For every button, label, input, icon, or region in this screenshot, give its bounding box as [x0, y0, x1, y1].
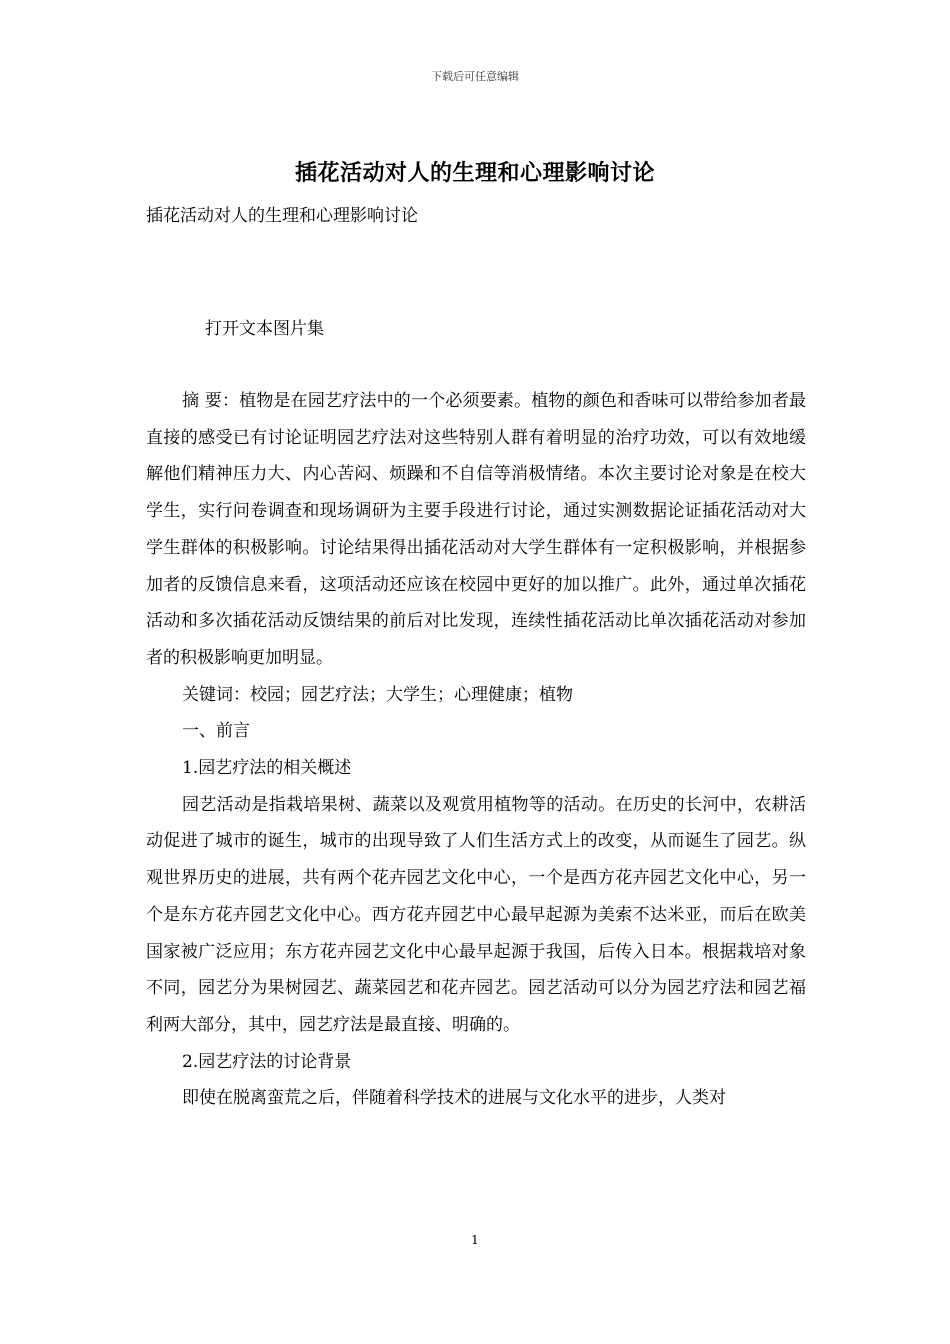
body-paragraph: 即使在脱离蛮荒之后，伴随着科学技术的进展与文化水平的进步，人类对	[182, 1088, 726, 1109]
section-heading: 一、前言	[182, 721, 250, 742]
open-image-gallery-text: 打开文本图片集	[205, 319, 324, 339]
page-number: 1	[471, 1233, 479, 1247]
body-paragraph: 园艺活动是指栽培果树、蔬菜以及观赏用植物等的活动。在历史的长河中，农耕活动促进了城市的诞生，城市的出现导致了人们生活方式上的改变，从而诞生了园艺。纵观世界历史的进展，共有两个花卉园艺文化中心，一个是西方花卉园艺文化中心，另一个是东方花卉园艺文化中心。西方花卉园艺中心最早起源为美索不达米亚，而后在欧美国家被广泛应用；东方花卉园艺文化中心最早起源于我国，后传入日本。根据栽培对象不同，园艺分为果树园艺、蔬菜园艺和花卉园艺。园艺活动可以分为园艺疗法和园艺福利两大部分，其中，园艺疗法是最直接、明确的。	[146, 794, 806, 1035]
document-title: 插花活动对人的生理和心理影响讨论	[294, 160, 655, 186]
body-text	[146, 383, 806, 1117]
keywords-line: 关键词：校园；园艺疗法；大学生；心理健康；植物	[182, 684, 573, 705]
subsection-heading: 2.园艺疗法的讨论背景	[182, 1051, 352, 1072]
subsection-heading: 1.园艺疗法的相关概述	[182, 758, 352, 779]
header-note: 下载后可任意编辑	[431, 70, 519, 83]
abstract-paragraph: 摘 要：植物是在园艺疗法中的一个必须要素。植物的颜色和香味可以带给参加者最直接的感受已有讨论证明园艺疗法对这些特别人群有着明显的治疗功效，可以有效地缓解他们精神压力大、内心苦闷、烦躁和不自信等消极情绪。本次主要讨论对象是在校大学生，实行问卷调查和现场调研为主要手段进行讨论，通过实测数据论证插花活动对大学生群体的积极影响。讨论结果得出插花活动对大学生群体有一定积极影响，并根据参加者的反馈信息来看，这项活动还应该在校园中更好的加以推广。此外，通过单次插花活动和多次插花活动反馈结果的前后对比发现，连续性插花活动比单次插花活动对参加者的积极影响更加明显。	[146, 391, 806, 668]
document-subtitle: 插花活动对人的生理和心理影响讨论	[146, 206, 418, 226]
